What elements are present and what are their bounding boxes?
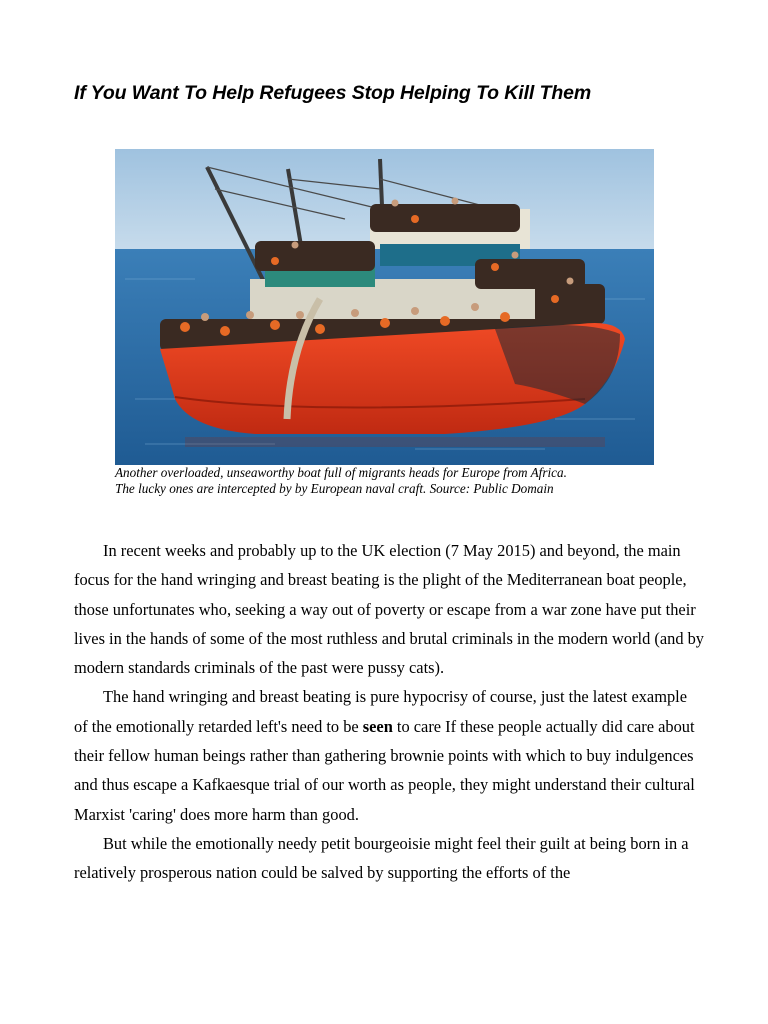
- paragraph-1: In recent weeks and probably up to the UK election (7 May 2015) and beyond, the main focus for the hand wringing and breast beating is the plight of the Mediterranean boat people, those unfortunates who, seeking a way out of poverty or escape from a war zone have put their lives in the hands of some of the most ruthless and brutal criminals in the modern world (and by modern standards criminals of the past were pussy cats).: [74, 541, 705, 678]
- caption-line-2: The lucky ones are intercepted by by European naval craft. Source: Public Domain: [115, 481, 554, 496]
- paragraph-2: The hand wringing and breast beating is pure hypocrisy of course, just the latest example of the emotionally retarded left's need to be seen to care If these people actually did care about their fellow human beings rather than gathering brownie points with which to buy indulgences and thus escape a Kafkaesque trial of our worth as people, they might understand their cultural Marxist 'caring' does more harm than good.: [74, 687, 695, 824]
- emphasis-seen: seen: [362, 716, 393, 736]
- article-title: If You Want To Help Refugees Stop Helping To Kill Them: [74, 82, 592, 104]
- paragraph-3: But while the emotionally needy petit bourgeoisie might feel their guilt at being born in a relatively prosperous nation could be salved by supporting the efforts of the: [74, 833, 689, 883]
- caption-line-1: Another overloaded, unseaworthy boat full of migrants heads for Europe from Africa.: [115, 465, 567, 480]
- photo-caption: [115, 465, 675, 497]
- article-body: [74, 536, 704, 888]
- boat-photo: [115, 149, 654, 465]
